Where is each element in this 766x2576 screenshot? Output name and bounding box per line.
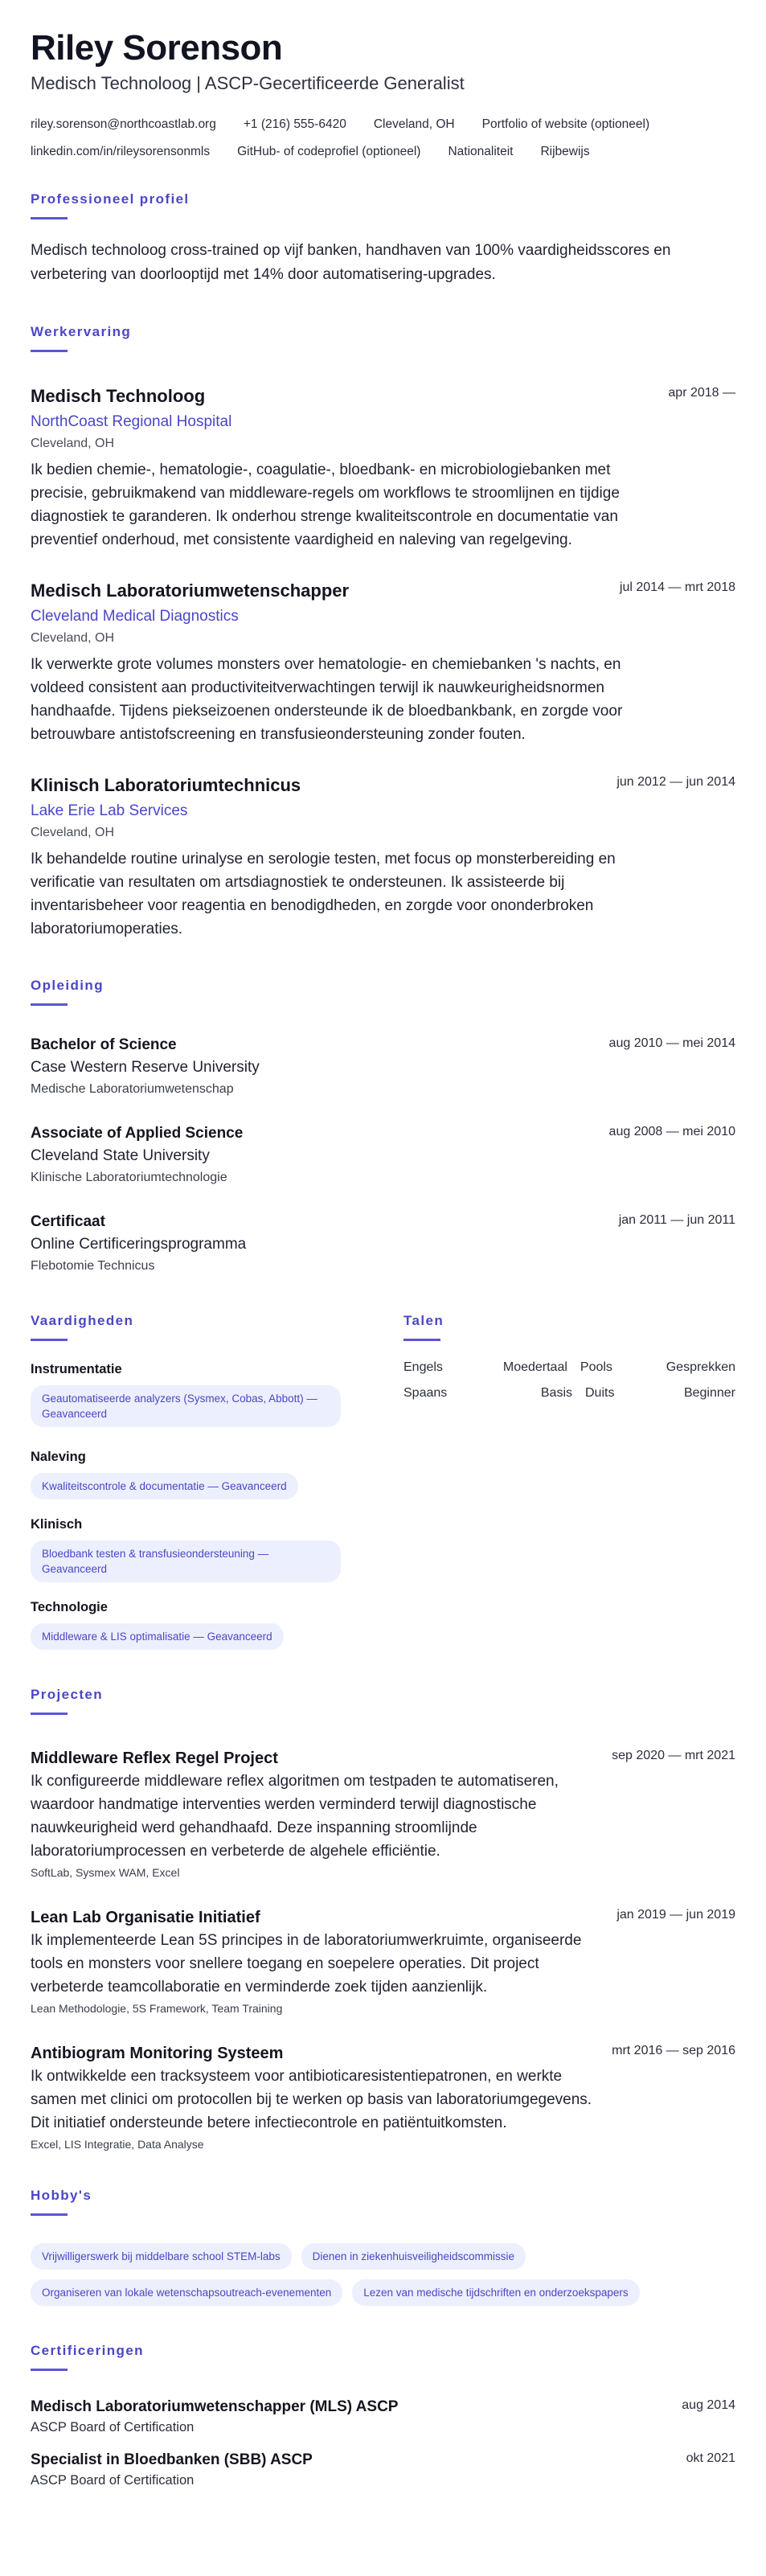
contact-row (31, 116, 735, 133)
hobby-chip: Lezen van medische tijdschriften en onderzoekspapers (352, 2279, 639, 2306)
skill-category: Klinisch (31, 1517, 83, 1532)
projects-section (31, 1687, 735, 2151)
language-level: Basis (540, 1386, 572, 1400)
education-entry (31, 1212, 735, 1276)
experience-section (31, 324, 735, 941)
hobby-list (31, 2233, 738, 2306)
section-title: Werkervaring (31, 324, 132, 339)
hobby-chip: Vrijwilligerswerk bij middelbare school STEM-labs (31, 2243, 292, 2270)
job-company[interactable]: Cleveland Medical Diagnostics (31, 608, 239, 625)
project-technologies: Excel, LIS Integratie, Data Analyse (31, 2138, 204, 2151)
project-description: Ik configureerde middleware reflex algoritmen om testpaden te automatiseren, waardoor handmatige interventies werden verminderd terwijl diagnostische nauwkeurigheid werd gehandhaafd. Deze inspanning stroomlijnde laboratoriumprocessen en verbeterde de algehele efficiëntie. (31, 1773, 559, 1860)
section-title: Hobby's (31, 2188, 92, 2203)
section-title: Professioneel profiel (31, 191, 190, 207)
section-divider (31, 1713, 68, 1715)
contact-location: Cleveland, OH (373, 117, 455, 131)
education-section (31, 978, 735, 1276)
section-divider (403, 1339, 440, 1341)
education-field: Flebotomie Technicus (31, 1259, 155, 1273)
skill-chip: Bloedbank testen & transfusieondersteuning — Geavanceerd (31, 1540, 341, 1582)
project-date: mrt 2016 — sep 2016 (612, 2044, 735, 2057)
contact-github[interactable]: GitHub- of codeprofiel (optioneel) (237, 145, 421, 158)
job-company[interactable]: Lake Erie Lab Services (31, 802, 188, 819)
project-technologies: Lean Methodologie, 5S Framework, Team Training (31, 2002, 283, 2015)
contact-nationality: Nationaliteit (448, 145, 514, 158)
section-divider (31, 1339, 68, 1341)
skills-section (31, 1313, 367, 1650)
language-level: Beginner (683, 1386, 735, 1400)
section-title: Talen (403, 1313, 444, 1328)
certifications-section (31, 2343, 735, 2490)
section-divider (31, 2369, 68, 2371)
section-divider (31, 1003, 68, 1006)
education-entry (31, 1035, 735, 1099)
contact-row (31, 143, 735, 161)
certification-name: Specialist in Bloedbanken (SBB) ASCP (31, 2451, 313, 2468)
job-description: Ik bedien chemie-, hematologie-, coagulatie-, bloedbank- en microbiologiebanken met precisie, gebruikmakend van middleware-regels om workflows te stroomlijnen en tijdige diagnostiek te garanderen. Ik onderhou strenge kwaliteitscontrole en documentatie van preventief onderhoud, met consistente vaardigheid en naleving van regelgeving. (31, 461, 620, 548)
hobby-chip: Dienen in ziekenhuisveiligheidscommissie (301, 2243, 526, 2270)
certification-issuer: ASCP Board of Certification (31, 2420, 195, 2434)
skill-chip: Kwaliteitscontrole & documentatie — Geavanceerd (31, 1473, 298, 1499)
hobbies-section (31, 2188, 735, 2306)
job-location: Cleveland, OH (31, 631, 115, 645)
project-date: sep 2020 — mrt 2021 (612, 1749, 735, 1762)
language-name: Pools (580, 1360, 612, 1374)
education-school: Case Western Reserve University (31, 1059, 260, 1076)
skill-chip: Middleware & LIS optimalisatie — Geavanceerd (31, 1623, 284, 1650)
education-date: aug 2010 — mei 2014 (608, 1036, 735, 1050)
education-date: aug 2008 — mei 2010 (608, 1125, 735, 1138)
certification-date: okt 2021 (686, 2451, 735, 2465)
job-title: Medisch Laboratoriumwetenschapper (31, 580, 350, 601)
job-entry (31, 773, 735, 941)
skill-category: Instrumentatie (31, 1362, 122, 1376)
contact-drivers-license: Rijbewijs (540, 145, 590, 158)
contact-phone[interactable]: +1 (216) 555-6420 (243, 117, 346, 131)
contact-linkedin[interactable]: linkedin.com/in/rileysorensonmls (31, 145, 211, 158)
education-degree: Bachelor of Science (31, 1036, 177, 1053)
skills-languages-row (31, 1313, 735, 1650)
education-field: Klinische Laboratoriumtechnologie (31, 1171, 227, 1184)
project-technologies: SoftLab, Sysmex WAM, Excel (31, 1866, 180, 1879)
certification-date: aug 2014 (682, 2398, 735, 2412)
contact-list (31, 116, 735, 161)
job-description: Ik behandelde routine urinalyse en serologie testen, met focus op monsterbereiding en verificatie van resultaten om artsdiagnostiek te ondersteunen. Ik assisteerde bij inventarisbeheer voor reagentia en benodigdheden, en zorgde voor ononderbroken laboratoriumoperaties. (31, 851, 616, 937)
job-company[interactable]: NorthCoast Regional Hospital (31, 413, 232, 430)
project-entry (31, 1747, 735, 1879)
education-degree: Certificaat (31, 1213, 105, 1230)
job-location: Cleveland, OH (31, 437, 115, 450)
section-title: Opleiding (31, 978, 104, 993)
hobby-chip: Organiseren van lokale wetenschapsoutreach-evenementen (31, 2279, 342, 2306)
candidate-headline: Medisch Technoloog | ASCP-Gecertificeerde Generalist (31, 73, 465, 93)
job-title: Klinisch Laboratoriumtechnicus (31, 775, 301, 795)
education-date: jan 2011 — jun 2011 (618, 1213, 735, 1227)
languages-section (403, 1313, 735, 1650)
education-degree: Associate of Applied Science (31, 1125, 244, 1142)
language-row (403, 1360, 735, 1375)
project-entry (31, 2042, 735, 2151)
job-entry (31, 579, 735, 746)
language-level: Moedertaal (502, 1360, 567, 1374)
skill-chip: Geautomatiseerde analyzers (Sysmex, Cobas, Abbott) — Geavanceerd (31, 1385, 341, 1427)
section-divider (31, 2213, 68, 2216)
job-date: jun 2012 — jun 2014 (616, 775, 735, 789)
languages-table (403, 1360, 735, 1401)
language-name: Spaans (403, 1386, 448, 1400)
candidate-name: Riley Sorenson (31, 28, 283, 68)
contact-portfolio[interactable]: Portfolio of website (optioneel) (481, 117, 650, 131)
section-title: Projecten (31, 1687, 104, 1702)
certification-issuer: ASCP Board of Certification (31, 2473, 195, 2488)
section-title: Vaardigheden (31, 1313, 134, 1328)
certification-entry (31, 2450, 735, 2490)
education-entry (31, 1123, 735, 1188)
job-location: Cleveland, OH (31, 826, 115, 839)
project-title: Lean Lab Organisatie Initiatief (31, 1909, 260, 1926)
profile-section (31, 191, 735, 287)
project-date: jan 2019 — jun 2019 (616, 1908, 735, 1922)
education-field: Medische Laboratoriumwetenschap (31, 1082, 234, 1096)
language-row (403, 1386, 735, 1401)
language-level: Gesprekken (666, 1360, 735, 1374)
job-description: Ik verwerkte grote volumes monsters over hematologie- en chemiebanken 's nachts, en voldeed consistent aan productiviteitverwachtingen terwijl ik nauwkeurigheidsnormen handhaafde. Tijdens piekseizoenen ondersteunde ik de bloedbankbank, en zorgde voor betrouwbare antistofscreening en transfusieondersteuning zonder fouten. (31, 656, 623, 743)
project-entry (31, 1906, 735, 2015)
project-title: Middleware Reflex Regel Project (31, 1749, 278, 1767)
skill-category: Naleving (31, 1450, 86, 1464)
language-name: Engels (403, 1360, 443, 1374)
skill-category: Technologie (31, 1600, 108, 1614)
contact-email[interactable]: riley.sorenson@northcoastlab.org (31, 117, 216, 131)
project-title: Antibiogram Monitoring Systeem (31, 2045, 284, 2062)
job-entry (31, 384, 735, 552)
education-school: Cleveland State University (31, 1147, 210, 1164)
job-date: apr 2018 — (668, 386, 735, 400)
job-date: jul 2014 — mrt 2018 (619, 580, 735, 594)
language-name: Duits (585, 1386, 615, 1400)
job-title: Medisch Technoloog (31, 386, 206, 406)
section-divider (31, 217, 68, 219)
section-title: Certificeringen (31, 2343, 144, 2358)
project-description: Ik ontwikkelde een tracksysteem voor antibioticaresistentiepatronen, en werkte samen met clinici om protocollen bij te werken op basis van laboratoriumgegevens. Dit initiatief ondersteunde betere infectiecontrole en patiëntuitkomsten. (31, 2068, 592, 2131)
project-description: Ik implementeerde Lean 5S principes in de laboratoriumwerkruimte, organiseerde tools en monsters voor snellere toegang en soepelere operaties. Dit project verbeterde teamcollaboratie en verminderde zoek tijden aanzienlijk. (31, 1932, 582, 1996)
education-school: Online Certificeringsprogramma (31, 1236, 247, 1253)
section-divider (31, 350, 68, 352)
certification-entry (31, 2397, 735, 2437)
certification-name: Medisch Laboratoriumwetenschapper (MLS) ASCP (31, 2398, 399, 2415)
profile-summary: Medisch technoloog cross-trained op vijf banken, handhaven van 100% vaardigheidsscores en verbetering van doorlooptijd met 14% door automatisering-upgrades. (31, 242, 671, 283)
